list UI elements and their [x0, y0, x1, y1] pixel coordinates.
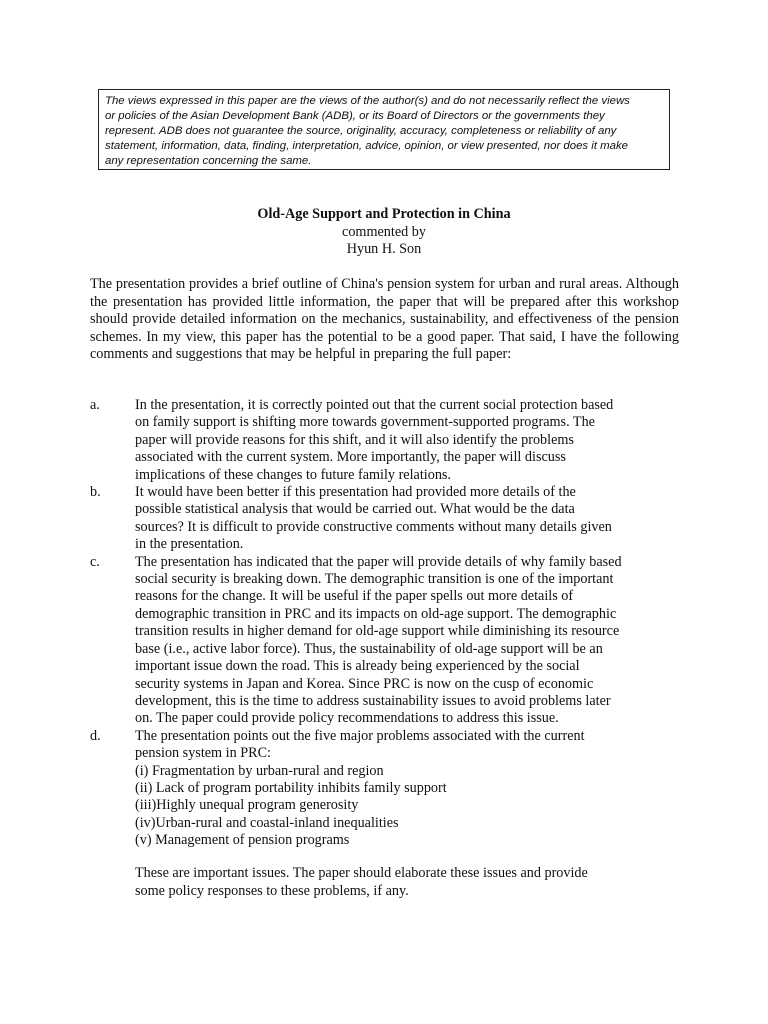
- problem-line: (iv)Urban-rural and coastal-inland inequalities: [135, 814, 399, 831]
- text-line: base (i.e., active labor force). Thus, the sustainability of old-age support will be an: [135, 640, 603, 657]
- closing-paragraph: [135, 865, 695, 900]
- text-line: in the presentation.: [135, 536, 244, 553]
- text-line: on. The paper could provide policy recommendations to address this issue.: [135, 710, 559, 727]
- text-line: sources? It is difficult to provide constructive comments without many details given: [135, 518, 612, 535]
- list-marker: a.: [90, 397, 100, 413]
- text-line: paper will provide reasons for this shift, and it will also identify the problems: [135, 431, 574, 448]
- text-line: pension system in PRC:: [135, 745, 271, 762]
- disclaimer-line: represent. ADB does not guarantee the source, originality, accuracy, completeness or reliability of any: [105, 125, 617, 137]
- text-line: security systems in Japan and Korea. Since PRC is now on the cusp of economic: [135, 675, 594, 692]
- document-author: Hyun H. Son: [346, 241, 422, 257]
- text-line: important issue down the road. This is already being experienced by the social: [135, 658, 580, 675]
- disclaimer-line: The views expressed in this paper are the views of the author(s) and do not necessarily reflect the views: [105, 95, 630, 107]
- list-item-c: [90, 554, 690, 728]
- disclaimer-line: statement, information, data, finding, interpretation, advice, opinion, or view presented, nor does it make: [105, 140, 628, 152]
- intro-paragraph: The presentation provides a brief outline of China's pension system for urban and rural areas. Although the presentation has provided little information, the paper that will be prepared after this workshop should provide detailed information on the mechanics, sustainability, and effectiveness of the pension schemes. In my view, this paper has the potential to be a good paper. That said, I have the following comments and suggestions that may be helpful in preparing the full paper:: [90, 276, 679, 362]
- text-line: possible statistical analysis that would be carried out. What would be the data: [135, 501, 575, 518]
- text-line: associated with the current system. More importantly, the paper will discuss: [135, 449, 566, 466]
- text-line: development, this is the time to address sustainability issues to avoid problems later: [135, 692, 611, 709]
- disclaimer-line: or policies of the Asian Development Bank (ADB), or its Board of Directors or the governments they: [105, 110, 605, 122]
- list-item-text: [135, 484, 690, 554]
- text-line: The presentation has indicated that the paper will provide details of why family based: [135, 553, 622, 570]
- text-line: The presentation points out the five major problems associated with the current: [135, 727, 585, 744]
- list-item-d: [90, 728, 690, 850]
- text-line: demographic transition in PRC and its impacts on old-age support. The demographic: [135, 605, 617, 622]
- document-title: Old-Age Support and Protection in China: [257, 206, 511, 222]
- title-block: [0, 206, 768, 259]
- text-line: some policy responses to these problems, if any.: [135, 882, 409, 899]
- text-line: on family support is shifting more towards government-supported programs. The: [135, 414, 595, 431]
- list-item-text: [135, 554, 690, 728]
- list-item-b: [90, 484, 690, 554]
- problem-line: (iii)Highly unequal program generosity: [135, 797, 359, 814]
- text-line: transition results in higher demand for old-age support while diminishing its resource: [135, 623, 620, 640]
- problem-line: (ii) Lack of program portability inhibits family support: [135, 779, 447, 796]
- problem-line: (i) Fragmentation by urban-rural and region: [135, 762, 384, 779]
- text-line: social security is breaking down. The demographic transition is one of the important: [135, 571, 614, 588]
- document-subtitle: commented by: [342, 223, 426, 240]
- text-line: implications of these changes to future family relations.: [135, 466, 451, 483]
- text-line: It would have been better if this presentation had provided more details of the: [135, 484, 576, 501]
- list-item-a: [90, 397, 690, 484]
- comment-list: [90, 397, 690, 850]
- list-marker: b.: [90, 484, 101, 501]
- list-item-text: [135, 397, 690, 484]
- disclaimer-box: [98, 89, 670, 170]
- text-line: reasons for the change. It will be useful if the paper spells out more details of: [135, 588, 574, 605]
- list-marker: d.: [90, 727, 101, 744]
- list-item-text: [135, 728, 690, 850]
- disclaimer-line: any representation concerning the same.: [105, 155, 312, 167]
- text-line: These are important issues. The paper should elaborate these issues and provide: [135, 865, 588, 881]
- problem-line: (v) Management of pension programs: [135, 832, 350, 849]
- text-line: In the presentation, it is correctly pointed out that the current social protection based: [135, 397, 614, 413]
- list-marker: c.: [90, 553, 100, 570]
